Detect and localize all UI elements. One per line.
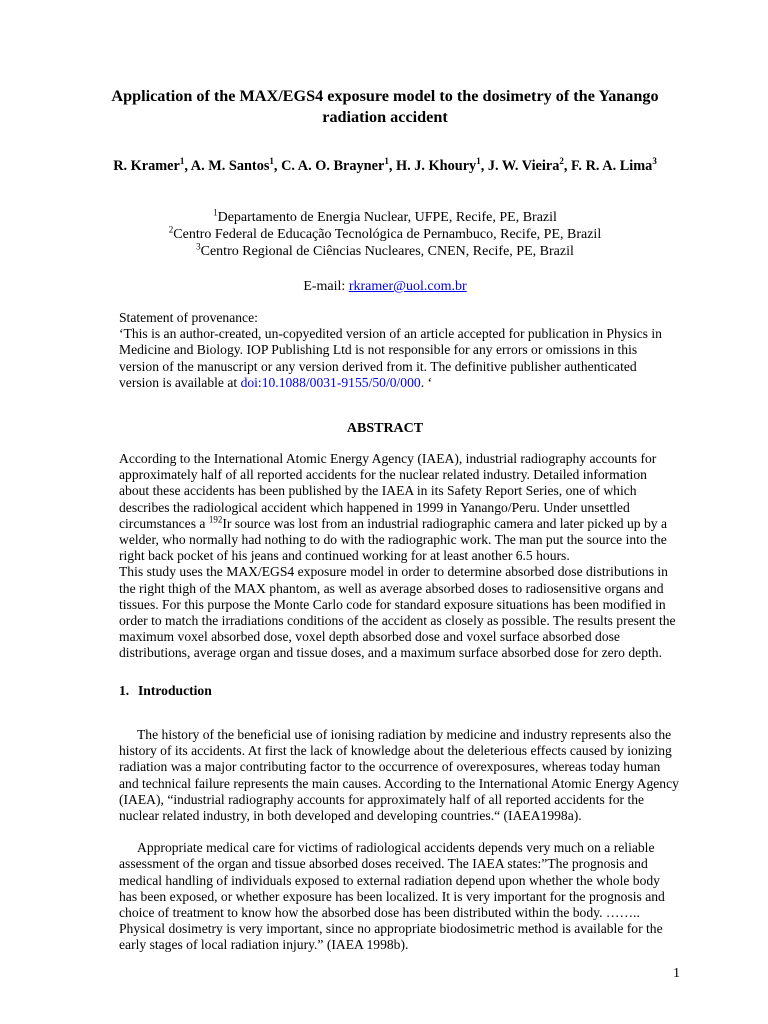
- section-heading-introduction: [119, 683, 212, 699]
- abstract-body: [119, 451, 679, 662]
- author-name: R. Kramer: [113, 158, 180, 174]
- author-affiliation-mark: 3: [652, 156, 657, 167]
- abstract-paragraph: [119, 451, 679, 564]
- introduction-body: [119, 727, 679, 954]
- abstract-text: Ir source was lost from an industrial radiographic camera and later picked up by a welder, who normally had nothing to do with the radiographic work. The man put the source into the right back pocket of his jeans and continued working for at least another 6.5 hours.: [119, 515, 667, 564]
- author-name: H. J. Khoury: [395, 158, 477, 174]
- affiliation-text: Centro Federal de Educação Tecnológica de Pernambuco, Recife, PE, Brazil: [173, 227, 602, 242]
- author-name: C. A. O. Brayner: [281, 158, 385, 174]
- affiliation-line: [100, 226, 670, 243]
- provenance-text: [119, 326, 679, 391]
- contact-email: [100, 278, 670, 295]
- author-affiliation-mark: 2: [559, 156, 564, 167]
- section-number: 1.: [119, 683, 130, 698]
- abstract-text: According to the International Atomic Energy Agency (IAEA), industrial radiography accounts for approximately half of all reported accidents for the nuclear related industry. Detailed information about these accidents has been published by the IAEA in its Safety Report Series, one of which describes the radiological accident which happened in 1999 in Yanango/Peru. Under unsettled circumstances a: [119, 451, 657, 531]
- author-separator: ,: [273, 158, 282, 174]
- author-name: F. R. A. Lima: [571, 158, 653, 174]
- affiliation-list: [100, 209, 670, 260]
- isotope-mass-number: 192: [208, 514, 223, 525]
- author-affiliation-mark: 1: [384, 156, 389, 167]
- affiliation-number: 3: [196, 241, 201, 252]
- abstract-heading: ABSTRACT: [346, 421, 424, 436]
- affiliation-number: 1: [213, 207, 218, 218]
- author-affiliation-mark: 1: [269, 156, 274, 167]
- provenance-body: ‘This is an author-created, un-copyedited version of an article accepted for publication in Physics in Medicine and Biology. IOP Publishing Ltd is not responsible for any errors or omissions in this version of the manuscript or any version derived from it. The definitive publisher authenticated version is available at: [119, 326, 662, 390]
- author-name: J. W. Vieira: [487, 158, 560, 174]
- paper-title: Application of the MAX/EGS4 exposure model to the dosimetry of the Yanango radiation accident: [111, 87, 659, 126]
- section-title: Introduction: [138, 683, 212, 698]
- provenance-statement: [119, 310, 679, 391]
- email-link[interactable]: rkramer@uol.com.br: [348, 279, 467, 294]
- provenance-tail: . ‘: [420, 374, 433, 390]
- author-affiliation-mark: 1: [476, 156, 481, 167]
- abstract-paragraph: This study uses the MAX/EGS4 exposure model in order to determine absorbed dose distributions in the right thigh of the MAX phantom, as well as average absorbed doses to radiosensitive organs and tissues. For this purpose the Monte Carlo code for standard exposure situations has been modified in order to match the irradiations conditions of the accident as closely as possible. The results present the maximum voxel absorbed dose, voxel depth absorbed dose and voxel surface absorbed dose distributions, average organ and tissue doses, and a maximum surface absorbed dose for zero depth.: [119, 564, 676, 661]
- affiliation-line: [100, 209, 670, 226]
- author-separator: ,: [480, 158, 488, 174]
- intro-paragraph: The history of the beneficial use of ionising radiation by medicine and industry represents also the history of its accidents. At first the lack of knowledge about the deleterious effects caused by ionizing radiation was a major contributing factor to the occurrence of overexposures, whereas today human and technical failure represents the main causes. According to the International Atomic Energy Agency (IAEA), “industrial radiography accounts for approximately half of all reported accidents for the nuclear related industry, in both developed and developing countries.“ (IAEA1998a).: [119, 727, 679, 824]
- intro-paragraph: Appropriate medical care for victims of radiological accidents depends very much on a reliable assessment of the organ and tissue absorbed doses received. The IAEA states:”The prognosis and medical handling of individuals exposed to external radiation depend upon whether the whole body has been exposed, or whether exposure has been localized. It is very important for the prognosis and choice of treatment to know how the absorbed dose has been distributed within the body. …….. Physical dosimetry is very important, since no appropriate biodosimetric method is available for the early stages of local radiation injury.” (IAEA 1998b).: [119, 840, 665, 953]
- author-separator: ,: [388, 158, 396, 174]
- author-affiliation-mark: 1: [179, 156, 185, 167]
- affiliation-text: Centro Regional de Ciências Nucleares, CNEN, Recife, PE, Brazil: [200, 244, 574, 259]
- affiliation-text: Departamento de Energia Nuclear, UFPE, Recife, PE, Brazil: [217, 210, 557, 225]
- author-name: A. M. Santos: [190, 158, 270, 174]
- affiliation-line: [100, 243, 670, 260]
- author-separator: ,: [184, 158, 191, 174]
- author-list: [80, 157, 690, 176]
- paragraph-gap: [119, 824, 679, 840]
- provenance-heading: Statement of provenance:: [119, 310, 258, 325]
- page-number: 1: [673, 966, 680, 981]
- doi-link[interactable]: doi:10.1088/0031-9155/50/0/000: [240, 374, 421, 390]
- email-label: E-mail:: [303, 279, 349, 294]
- author-separator: ,: [563, 158, 572, 174]
- affiliation-number: 2: [168, 224, 174, 235]
